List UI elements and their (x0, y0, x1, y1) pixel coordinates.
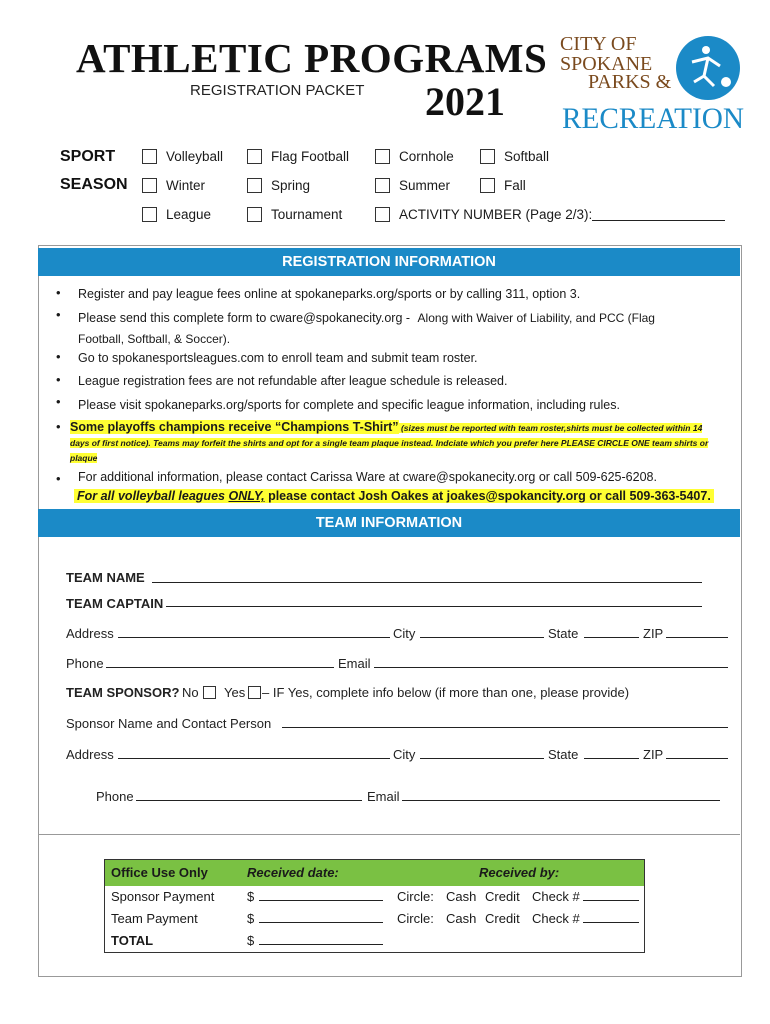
checkbox[interactable] (142, 207, 157, 222)
phone-label: Phone (66, 656, 104, 671)
office-table-header: Office Use Only Received date: Received by: (105, 860, 644, 886)
type-league[interactable]: League (142, 207, 211, 222)
row-label: Sponsor Payment (111, 889, 215, 904)
address-label: Address (66, 626, 114, 641)
sponsor-contact-field[interactable] (282, 715, 728, 728)
checkbox[interactable] (142, 149, 157, 164)
swimmer-icon (676, 36, 740, 100)
type-tournament[interactable]: Tournament (247, 207, 342, 222)
list-item-volleyball: For all volleyball leagues ONLY, please contact Josh Oakes at joakes@spokancity.org or call 509-363-5407. (74, 489, 714, 503)
sponsor-phone-label: Phone (96, 789, 134, 804)
checkbox[interactable] (480, 178, 495, 193)
office-use-table: Office Use Only Received date: Received by: Sponsor Payment $ Circle: Cash Credit Check # Team Payment $ Circle: Cash Credit Check # TOTAL $ (104, 859, 645, 953)
list-item: Please send this complete form to cware@spokanecity.org - Along with Waiver of Liability, and PCC (Flag (78, 311, 655, 325)
sponsor-address-label: Address (66, 747, 114, 762)
spokane-parks-logo (558, 30, 748, 135)
sport-softball[interactable]: Softball (480, 149, 549, 164)
season-fall[interactable]: Fall (480, 178, 526, 193)
activity-number[interactable]: ACTIVITY NUMBER (Page 2/3): (375, 207, 592, 222)
sponsor-zip-field[interactable] (666, 746, 728, 759)
checkbox[interactable] (247, 149, 262, 164)
phone-field[interactable] (106, 655, 334, 668)
team-name-label: TEAM NAME (66, 570, 145, 585)
divider (38, 834, 740, 835)
zip-field[interactable] (666, 625, 728, 638)
check-number-field[interactable] (583, 910, 639, 923)
email-label: Email (338, 656, 371, 671)
email-field[interactable] (374, 655, 728, 668)
credit-option[interactable]: Credit (485, 911, 520, 926)
state-field[interactable] (584, 625, 639, 638)
team-payment-amount[interactable] (259, 910, 383, 923)
team-captain-field[interactable] (166, 594, 702, 607)
sponsor-no-checkbox[interactable] (203, 686, 216, 699)
sponsor-note: – IF Yes, complete info below (if more than one, please provide) (262, 685, 630, 700)
checkbox[interactable] (375, 149, 390, 164)
sponsor-yes-label: Yes (224, 685, 246, 700)
state-label: State (548, 626, 579, 641)
zip-label: ZIP (643, 626, 664, 641)
sponsor-question: TEAM SPONSOR? (66, 685, 180, 700)
sponsor-state-label: State (548, 747, 579, 762)
list-item: Register and pay league fees online at spokaneparks.org/sports or by calling 311, option 3. (78, 287, 581, 301)
sponsor-email-label: Email (367, 789, 400, 804)
total-amount[interactable] (259, 932, 383, 945)
sponsor-email-field[interactable] (402, 788, 720, 801)
season-spring[interactable]: Spring (247, 178, 310, 193)
sponsor-address-field[interactable] (118, 746, 390, 759)
list-item-tshirt: Some playoffs champions receive “Champions T-Shirt” (sizes must be reported with team roster,shirts must be collected within 14 days of first notice). Teams may forfeit the shirts and opt for a single team plaque instead. Indciate which you prefer here PLEASE CIRCLE ONE team shirts or plaque (70, 420, 709, 463)
sponsor-contact-label: Sponsor Name and Contact Person (66, 716, 272, 731)
checkbox[interactable] (142, 178, 157, 193)
svg-text:SPOKANE: SPOKANE (560, 53, 653, 75)
sponsor-no-label: No (182, 685, 199, 700)
season-label: SEASON (60, 176, 128, 193)
registration-section: • Register and pay league fees online at spokaneparks.org/sports or by calling 311, option 3. • Please send this complete form to cware@spokanecity.org - Along with Waiver of Liability, and PCC (Flag Football, Softball, & Soccer). • Go to spokanesportsleagues.com to enroll team and submit team roster. • League registration fees are not refundable after league schedule is released. • Please visit spokaneparks.org/sports for complete and specific league information, including rules. • Some playoffs champions receive “Champions T-Shirt” (sizes must be reported with team roster,shirts must be collected within 14 days of first notice). Teams may forfeit the shirts and opt for a single team plaque instead. Indciate which you prefer here PLEASE CIRCLE ONE team shirts or plaque • For additional information, please contact Carissa Ware at cware@spokanecity.org or call 509-625-6208. For all volleyball leagues ONLY, please contact Josh Oakes at joakes@spokancity.org or call 509-363-5407. (38, 276, 740, 508)
sport-label: SPORT (60, 148, 116, 165)
row-label: Team Payment (111, 911, 198, 926)
check-option[interactable]: Check # (532, 911, 580, 926)
sponsor-payment-amount[interactable] (259, 888, 383, 901)
svg-text:RECREATION: RECREATION (562, 102, 744, 135)
check-option[interactable]: Check # (532, 889, 580, 904)
team-captain-label: TEAM CAPTAIN (66, 596, 164, 611)
registration-heading: REGISTRATION INFORMATION (38, 248, 740, 276)
sponsor-state-field[interactable] (584, 746, 639, 759)
year: 2021 (425, 79, 505, 124)
checkbox[interactable] (375, 178, 390, 193)
season-winter[interactable]: Winter (142, 178, 205, 193)
cash-option[interactable]: Cash (446, 911, 477, 926)
list-item: For additional information, please contact Carissa Ware at cware@spokanecity.org or call 509-625-6208. (78, 470, 657, 484)
season-summer[interactable]: Summer (375, 178, 450, 193)
list-item: Go to spokanesportsleagues.com to enroll team and submit team roster. (78, 351, 478, 365)
page-subtitle: REGISTRATION PACKET (190, 82, 365, 99)
credit-option[interactable]: Credit (485, 889, 520, 904)
city-field[interactable] (420, 625, 544, 638)
sponsor-phone-field[interactable] (136, 788, 362, 801)
checkbox[interactable] (247, 178, 262, 193)
sponsor-zip-label: ZIP (643, 747, 664, 762)
team-heading: TEAM INFORMATION (38, 509, 740, 537)
list-item-cont: Football, Softball, & Soccer). (78, 332, 231, 346)
list-item: League registration fees are not refundable after league schedule is released. (78, 374, 508, 388)
sport-volleyball[interactable]: Volleyball (142, 149, 223, 164)
row-label: TOTAL (111, 933, 154, 948)
svg-text:PARKS &: PARKS & (588, 71, 672, 93)
checkbox[interactable] (480, 149, 495, 164)
checkbox[interactable] (247, 207, 262, 222)
list-item: Please visit spokaneparks.org/sports for complete and specific league information, including rules. (78, 398, 620, 412)
activity-number-field[interactable] (592, 208, 725, 221)
cash-option[interactable]: Cash (446, 889, 477, 904)
sport-flag-football[interactable]: Flag Football (247, 149, 349, 164)
sponsor-yes-checkbox[interactable] (248, 686, 261, 699)
check-number-field[interactable] (583, 888, 639, 901)
page-title: ATHLETIC PROGRAMS (76, 35, 548, 81)
sponsor-city-field[interactable] (420, 746, 544, 759)
sponsor-city-label: City (393, 747, 416, 762)
team-name-field[interactable] (152, 570, 702, 583)
city-label: City (393, 626, 416, 641)
sport-cornhole[interactable]: Cornhole (375, 149, 454, 164)
address-field[interactable] (118, 625, 390, 638)
checkbox[interactable] (375, 207, 390, 222)
svg-text:CITY OF: CITY OF (560, 33, 637, 55)
